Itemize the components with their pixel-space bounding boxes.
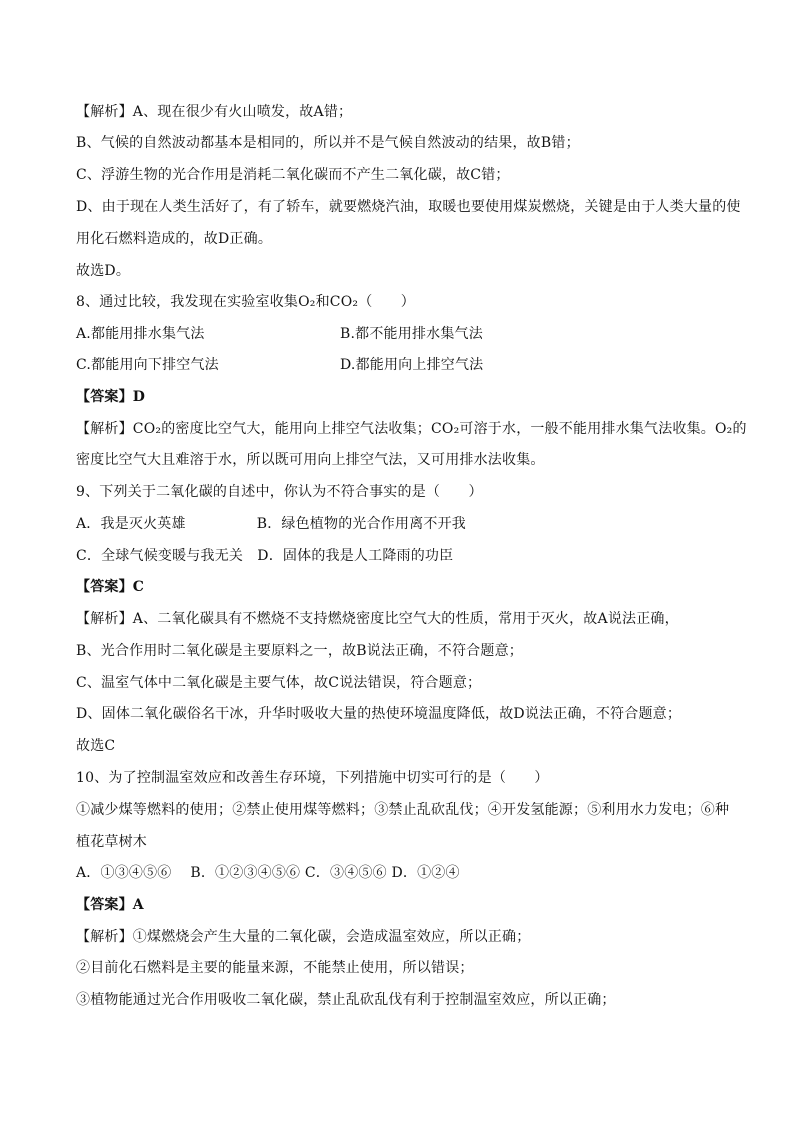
option-d: D.都能用向上排空气法 <box>340 357 484 373</box>
text-line: 密度比空气大且难溶于水，所以既可用向上排空气法，又可用排水法收集。 <box>76 452 545 468</box>
text-line: 用化石燃料造成的，故D正确。 <box>76 231 273 247</box>
text-line: C、浮游生物的光合作用是消耗二氧化碳而不产生二氧化碳，故C错； <box>76 167 510 183</box>
text-line: 【解析】A、二氧化碳具有不燃烧不支持燃烧密度比空气大的性质，常用于灭火，故A说法正确， <box>76 611 679 627</box>
options-row <box>76 324 716 344</box>
text-line: 植花草树木 <box>76 834 147 850</box>
text-line: D、固体二氧化碳俗名干冰，升华时吸收大量的热使环境温度降低，故D说法正确，不符合题意； <box>76 706 682 722</box>
answer-label: 【答案】D <box>76 389 146 405</box>
text-line: ③植物能通过光合作用吸收二氧化碳，禁止乱砍乱伐有利于控制温室效应，所以正确； <box>76 992 616 1008</box>
text-line: D、由于现在人类生活好了，有了轿车，就要燃烧汽油，取暖也要使用煤炭燃烧，关键是由于人类大量的使 <box>76 199 741 215</box>
option-b: B.都不能用排水集气法 <box>340 326 483 342</box>
text-line: C、温室气体中二氧化碳是主要气体，故C说法错误，符合题意； <box>76 675 482 691</box>
text-line: ②目前化石燃料是主要的能量来源，不能禁止使用，所以错误； <box>76 960 474 976</box>
options-row: C．全球气候变暖与我无关 D．固体的我是人工降雨的功臣 <box>76 548 454 564</box>
answer-label: 【答案】A <box>76 897 144 913</box>
text-line: B、气候的自然波动都基本是相同的，所以并不是气候自然波动的结果，故B错； <box>76 135 580 151</box>
option-a: A.都能用排水集气法 <box>76 326 205 342</box>
options-row: A．①③④⑤⑥ B．①②③④⑤⑥ C．③④⑤⑥ D．①②④ <box>76 865 460 881</box>
text-line: 【解析】A、现在很少有火山喷发，故A错； <box>76 104 353 120</box>
text-line: 故选C <box>76 738 116 754</box>
options-row: A．我是灭火英雄 B．绿色植物的光合作用离不开我 <box>76 516 466 532</box>
question-8: 8、通过比较，我发现在实验室收集O₂和CO₂（ ） <box>76 294 415 310</box>
text-line: B、光合作用时二氧化碳是主要原料之一，故B说法正确，不符合题意； <box>76 643 523 659</box>
text-line: ①减少煤等燃料的使用；②禁止使用煤等燃料；③禁止乱砍乱伐；④开发氢能源；⑤利用水力发电；⑥种 <box>76 802 730 818</box>
text-line: 【解析】CO₂的密度比空气大，能用向上排空气法收集；CO₂可溶于水，一般不能用排水集气法收集。O₂的 <box>76 421 747 437</box>
question-10: 10、为了控制温室效应和改善生存环境，下列措施中切实可行的是（ ） <box>76 770 549 786</box>
text-line: 故选D。 <box>76 263 131 279</box>
option-c: C.都能用向下排空气法 <box>76 357 219 373</box>
text-line: 【解析】①煤燃烧会产生大量的二氧化碳，会造成温室效应，所以正确； <box>76 929 531 945</box>
answer-label: 【答案】C <box>76 579 145 595</box>
options-row <box>76 355 716 375</box>
question-9: 9、下列关于二氧化碳的自述中，你认为不符合事实的是（ ） <box>76 484 483 500</box>
